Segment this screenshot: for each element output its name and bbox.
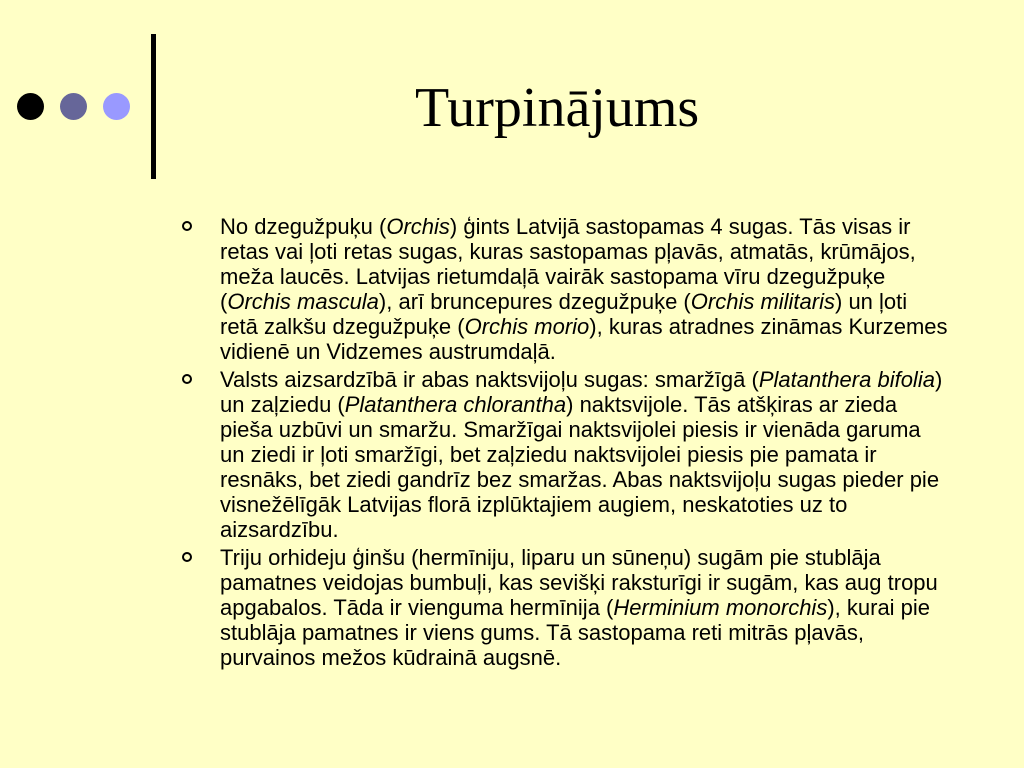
bullet-text: ) ģints Latvijā sastopamas 4 sugas. Tās visas ir retas vai ļoti retas sugas, kuras sastopamas pļavās, atmatās, krūmājos, meža laucēs. Latvijas rietumdaļā vairāk sastopama vīru dzegužpuķe (: [220, 214, 916, 314]
decor-dot-3: [103, 93, 130, 120]
slide-title: Turpinājums: [415, 77, 700, 139]
bullet-item: [180, 214, 950, 364]
bullet-text: ) un ļoti retā zalkšu dzegužpuķe (: [220, 289, 908, 339]
bullet-text: Triju orhideju ģinšu (hermīniju, liparu un sūneņu) sugām pie stublāja pamatnes veidojas bumbuļi, kas sevišķi raksturīgi ir sugām, kas aug tropu apgabalos. Tāda ir vienguma hermīnija (: [220, 545, 938, 620]
bullet-circle-icon: [182, 221, 192, 231]
decor-dot-2: [60, 93, 87, 120]
species-name: Platanthera chlorantha: [344, 392, 567, 417]
bullet-text: Valsts aizsardzībā ir abas naktsvijoļu sugas: smaržīgā (: [220, 367, 759, 392]
bullet-text: ), kurai pie stublāja pamatnes ir viens gums. Tā sastopama reti mitrās pļavās, purvainos mežos kūdrainā augsnē.: [220, 595, 931, 670]
decor-dot-1: [17, 93, 44, 120]
bullet-item: [180, 367, 950, 542]
bullet-text: No dzegužpuķu (: [220, 214, 387, 239]
bullet-circle-icon: [182, 374, 192, 384]
bullet-text: ), arī bruncepures dzegužpuķe (: [378, 289, 691, 314]
species-name: Orchis: [386, 214, 450, 239]
bullet-text: ) un zaļziedu (: [220, 367, 943, 417]
species-name: Orchis morio: [464, 314, 590, 339]
title-divider: [151, 34, 156, 179]
bullet-list: [180, 214, 950, 673]
species-name: Herminium monorchis: [613, 595, 828, 620]
bullet-item: [180, 545, 950, 670]
species-name: Orchis militaris: [690, 289, 835, 314]
bullet-text: ) naktsvijole. Tās atšķiras ar zieda pieša uzbūvi un smaržu. Smaržīgai naktsvijolei piesis ir vienāda garuma un ziedi ir ļoti smaržīgi, bet zaļziedu naktsvijolei piesis pie pamata ir resnāks, bet ziedi gandrīz bez smaržas. Abas naktsvijoļu sugas pieder pie visnežēlīgāk Latvijas florā izplūktajiem augiem, neskatoties uz to aizsardzību.: [220, 392, 940, 542]
species-name: Platanthera bifolia: [758, 367, 935, 392]
bullet-text: ), kuras atradnes zināmas Kurzemes vidienē un Vidzemes austrumdaļā.: [220, 314, 948, 364]
species-name: Orchis mascula: [227, 289, 379, 314]
bullet-circle-icon: [182, 552, 192, 562]
